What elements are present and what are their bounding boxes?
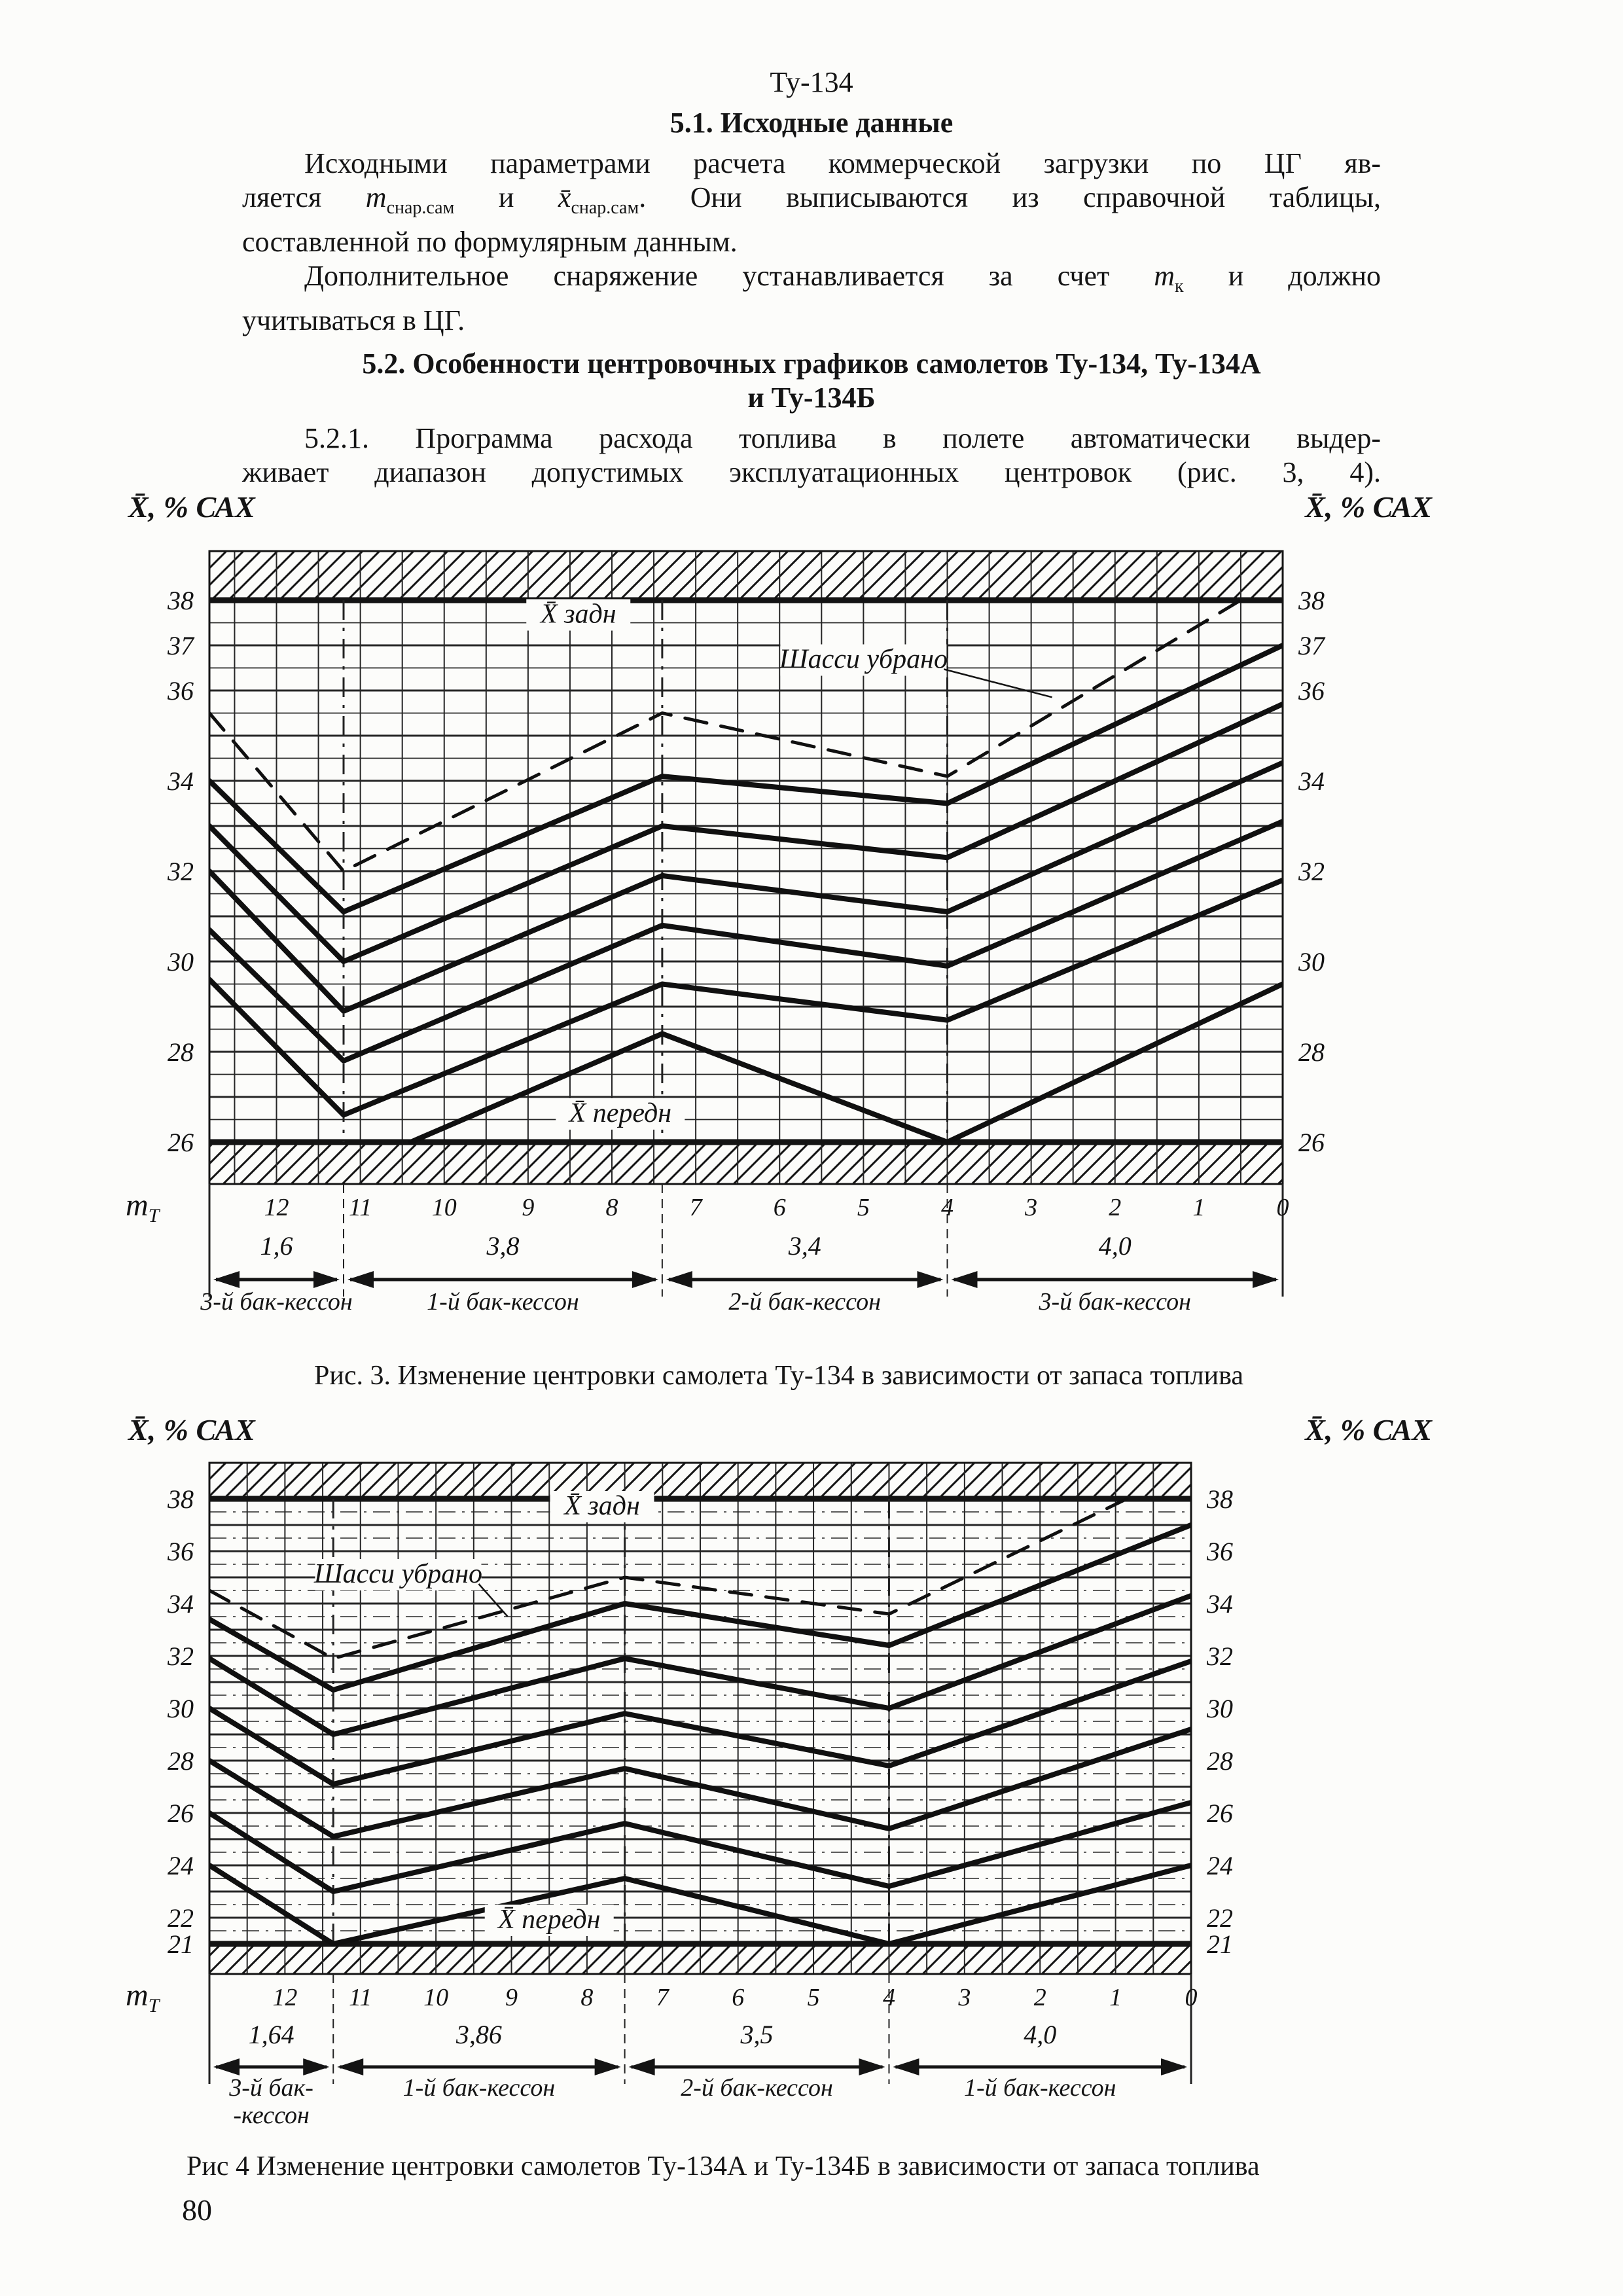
x-axis-title: $m_Т$ <box>126 1188 160 1227</box>
paragraph-5-1-line-1: Исходными параметрами расчета коммерческой загрузки по ЦГ яв- <box>304 147 1381 179</box>
svg-text:3,8: 3,8 <box>486 1231 520 1261</box>
svg-text:38: 38 <box>168 1484 194 1514</box>
svg-text:11: 11 <box>349 1984 372 2011</box>
svg-text:1-й бак-кессон: 1-й бак-кессон <box>427 1288 579 1316</box>
section-5-2-heading-line-2: и Ту-134Б <box>747 381 876 414</box>
svg-text:30: 30 <box>168 947 194 977</box>
svg-text:Шасси убрано: Шасси убрано <box>779 644 948 675</box>
svg-text:1,6: 1,6 <box>260 1231 293 1261</box>
y-axis-title-left: X̄, % САХ <box>128 1413 255 1446</box>
svg-text:32: 32 <box>1298 857 1325 886</box>
svg-text:12: 12 <box>264 1194 289 1221</box>
math-sub: снар.сам <box>571 197 639 218</box>
svg-text:2: 2 <box>1033 1984 1046 2011</box>
svg-text:32: 32 <box>168 857 194 886</box>
svg-text:1: 1 <box>1109 1984 1122 2011</box>
svg-text:2-й бак-кессон: 2-й бак-кессон <box>681 2074 833 2102</box>
svg-text:6: 6 <box>773 1194 786 1221</box>
svg-text:32: 32 <box>1207 1641 1233 1671</box>
svg-text:3,4: 3,4 <box>788 1231 821 1261</box>
text-run: Дополнительное снаряжение устанавливается за счет <box>304 259 1154 292</box>
paragraph-5-1-line-2 <box>242 181 1381 225</box>
svg-text:4: 4 <box>941 1194 954 1221</box>
fuel-tank-segments <box>200 1231 1279 1316</box>
x-axis-title: $m_Т$ <box>126 1978 160 2017</box>
annotations <box>526 600 1052 1130</box>
math-sub: к <box>1175 276 1184 296</box>
svg-text:5: 5 <box>857 1194 870 1221</box>
svg-text:X̄ задн: X̄ задн <box>540 599 616 630</box>
math-sub: снар.сам <box>386 197 455 218</box>
figure-3-caption: Рис. 3. Изменение центровки самолета Ту-134 в зависимости от запаса топлива <box>313 1361 1243 1391</box>
svg-text:28: 28 <box>1207 1746 1233 1776</box>
svg-text:26: 26 <box>168 1799 194 1828</box>
svg-text:3-й бак-: 3-й бак- <box>229 2074 313 2102</box>
math-var-m: m <box>365 181 387 213</box>
y-axis-title-right: X̄, % САХ <box>1305 1413 1432 1446</box>
svg-text:22: 22 <box>1207 1903 1233 1933</box>
svg-text:26: 26 <box>1298 1128 1325 1157</box>
svg-text:38: 38 <box>1298 586 1325 615</box>
svg-text:X̄ передн: X̄ передн <box>569 1098 672 1128</box>
svg-text:7: 7 <box>689 1194 702 1221</box>
svg-text:1,64: 1,64 <box>248 2020 294 2049</box>
svg-text:9: 9 <box>522 1194 535 1221</box>
body-text <box>242 65 1381 490</box>
paragraph-5-2-1-line-1: 5.2.1. Программа расхода топлива в полете автоматически выдер- <box>304 422 1381 454</box>
svg-text:38: 38 <box>168 586 194 615</box>
svg-text:6: 6 <box>732 1984 745 2011</box>
svg-text:3-й бак-кессон: 3-й бак-кессон <box>1039 1288 1192 1316</box>
svg-text:28: 28 <box>168 1037 194 1067</box>
svg-text:37: 37 <box>1298 631 1325 660</box>
svg-text:28: 28 <box>168 1746 194 1776</box>
section-5-2-heading-line-1: 5.2. Особенности центровочных графиков самолетов Ту-134, Ту-134А <box>362 347 1261 380</box>
fuel-tank-segments <box>213 2020 1187 2129</box>
svg-text:5: 5 <box>807 1984 820 2011</box>
svg-text:3: 3 <box>1025 1194 1038 1221</box>
svg-text:9: 9 <box>505 1984 518 2011</box>
y-axis-title-left: X̄, % САХ <box>128 490 255 524</box>
svg-text:21: 21 <box>168 1929 194 1959</box>
paragraph-5-1b-line-2: учитываться в ЦГ. <box>242 304 465 336</box>
svg-text:1-й бак-кессон: 1-й бак-кессон <box>963 2074 1116 2102</box>
svg-text:2: 2 <box>1109 1194 1122 1221</box>
grid <box>209 551 1283 1184</box>
svg-text:37: 37 <box>168 631 194 660</box>
svg-text:36: 36 <box>1207 1537 1233 1566</box>
svg-text:32: 32 <box>168 1641 194 1671</box>
text-run: и <box>454 181 558 213</box>
svg-text:1-й бак-кессон: 1-й бак-кессон <box>402 2074 556 2102</box>
x-axis-labels <box>272 1984 1197 2011</box>
paragraph-5-1-line-3: составленной по формулярным данным. <box>242 225 738 258</box>
svg-text:10: 10 <box>431 1194 457 1221</box>
svg-text:4,0: 4,0 <box>1098 1231 1132 1261</box>
text-run: и должно <box>1183 259 1381 292</box>
svg-text:Шасси убрано: Шасси убрано <box>313 1559 483 1589</box>
svg-text:30: 30 <box>1207 1694 1233 1723</box>
figure-4-caption: Рис 4 Изменение центровки самолетов Ту-134А и Ту-134Б в зависимости от запаса топлива <box>187 2151 1260 2181</box>
svg-text:34: 34 <box>1298 766 1325 796</box>
svg-text:28: 28 <box>1298 1037 1325 1067</box>
svg-text:30: 30 <box>168 1694 194 1723</box>
svg-text:30: 30 <box>1298 947 1325 977</box>
chart-figure-3 <box>111 479 1446 1336</box>
doc-model-header: Ту-134 <box>770 66 853 98</box>
page-number: 80 <box>182 2193 212 2227</box>
svg-text:1: 1 <box>1192 1194 1205 1221</box>
svg-text:0: 0 <box>1276 1194 1289 1221</box>
math-var-x: x̄ <box>558 181 571 213</box>
svg-text:26: 26 <box>1207 1799 1233 1828</box>
svg-text:34: 34 <box>1207 1589 1233 1619</box>
svg-text:36: 36 <box>168 676 194 706</box>
svg-text:3: 3 <box>958 1984 971 2011</box>
svg-text:2-й бак-кессон: 2-й бак-кессон <box>728 1288 881 1316</box>
section-5-1-heading: 5.1. Исходные данные <box>669 107 954 139</box>
svg-text:36: 36 <box>168 1537 194 1566</box>
svg-text:X̄ задн: X̄ задн <box>564 1491 640 1521</box>
svg-text:4: 4 <box>882 1984 895 2011</box>
svg-text:26: 26 <box>168 1128 194 1157</box>
svg-text:34: 34 <box>168 766 194 796</box>
svg-text:11: 11 <box>349 1194 372 1221</box>
svg-text:10: 10 <box>423 1984 449 2011</box>
chart-figure-4 <box>111 1407 1446 2140</box>
svg-text:0: 0 <box>1185 1984 1198 2011</box>
annotations <box>313 1491 654 1936</box>
paragraph-5-1b-line-1 <box>242 259 1381 304</box>
svg-text:4,0: 4,0 <box>1024 2020 1057 2049</box>
svg-text:24: 24 <box>168 1851 194 1880</box>
svg-text:3,86: 3,86 <box>455 2020 502 2049</box>
svg-text:-кессон: -кессон <box>233 2102 310 2129</box>
svg-text:34: 34 <box>168 1589 194 1619</box>
svg-text:3,5: 3,5 <box>740 2020 774 2049</box>
series-центровка-3 <box>209 762 1283 1011</box>
text-run: . Они выписываются из справочной таблицы, <box>639 181 1382 213</box>
svg-text:21: 21 <box>1207 1929 1233 1959</box>
svg-text:8: 8 <box>580 1984 594 2011</box>
paragraph-5-2-1-line-2: живает диапазон допустимых эксплуатационных центровок (рис. 3, 4). <box>242 456 1381 488</box>
svg-text:X̄ передн: X̄ передн <box>497 1905 601 1935</box>
svg-text:24: 24 <box>1207 1851 1233 1880</box>
svg-text:8: 8 <box>605 1194 618 1221</box>
svg-text:22: 22 <box>168 1903 194 1933</box>
svg-text:7: 7 <box>656 1984 669 2011</box>
x-axis-labels <box>264 1194 1289 1221</box>
svg-text:36: 36 <box>1298 676 1325 706</box>
text-run: ляется <box>242 181 366 213</box>
svg-text:3-й бак-кессон: 3-й бак-кессон <box>200 1288 353 1316</box>
svg-text:38: 38 <box>1207 1484 1233 1514</box>
svg-text:12: 12 <box>272 1984 298 2011</box>
y-axis-title-right: X̄, % САХ <box>1305 490 1432 524</box>
math-var-m: m <box>1154 259 1175 292</box>
